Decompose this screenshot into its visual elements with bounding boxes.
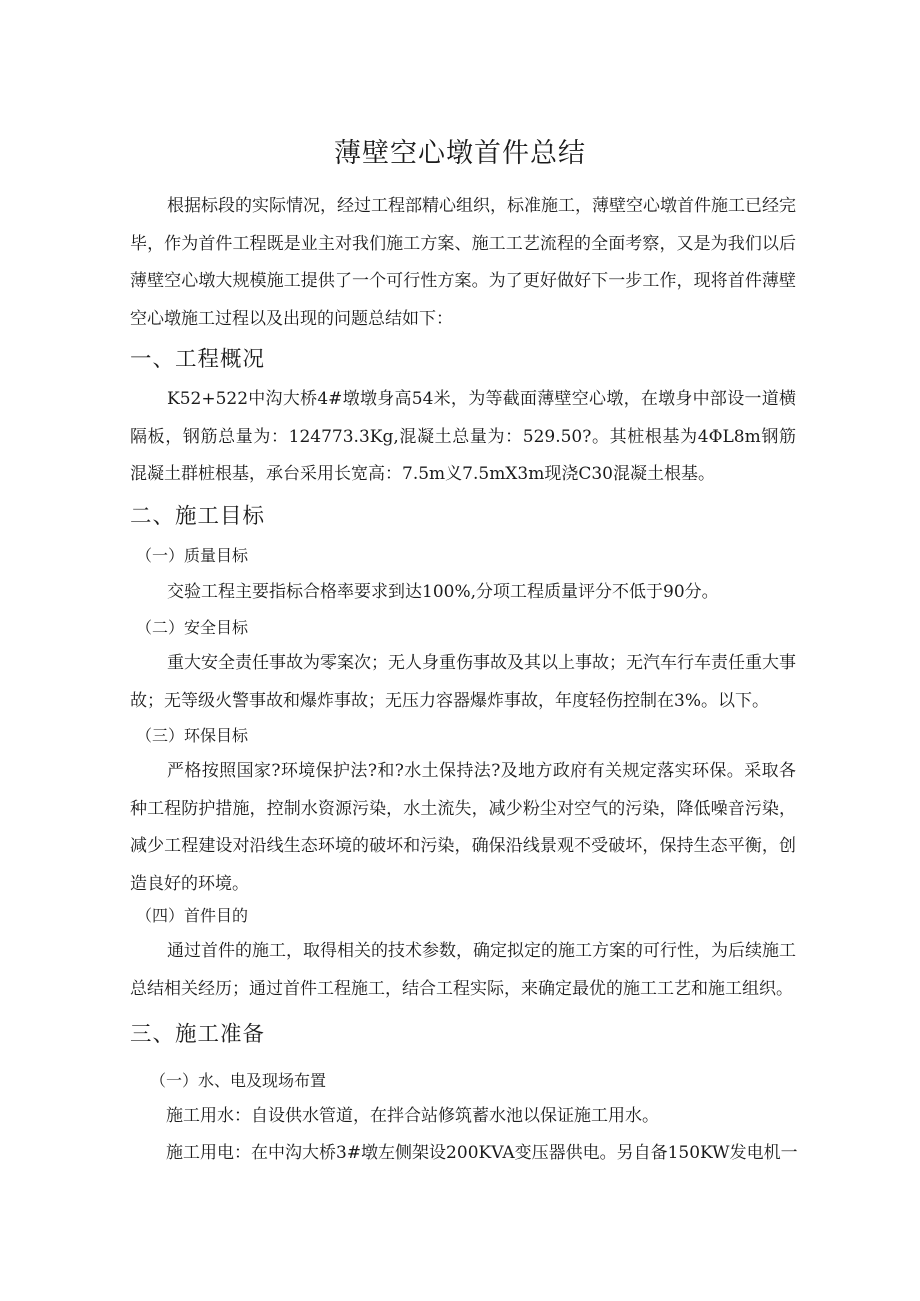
document-title: 薄壁空心墩首件总结 — [334, 138, 586, 169]
subheading-first-piece-purpose: （四）首件目的 — [136, 906, 249, 925]
subheading-quality-goal: （一）质量目标 — [136, 546, 249, 565]
power-supply-line: 施工用电：在中沟大桥3#墩左侧架设200KVA变压器供电。另自备150KW发电机一 — [166, 1143, 798, 1163]
water-supply-line: 施工用水：自设供水管道，在拌合站修筑蓄水池以保证施工用水。 — [166, 1106, 659, 1126]
overview-paragraph: K52+522中沟大桥4#墩墩身高54米，为等截面薄壁空心墩，在墩身中部设一道横隔板，钢筋总量为：124773.3Kg,混凝土总量为：529.50?。其桩根基为4ΦL8m钢筋混凝土群桩根基，承台采用长宽高：7.5m义7.5mX3m现浇C30混凝土根基。 — [130, 389, 796, 485]
subheading-environment-goal: （三）环保目标 — [136, 726, 249, 745]
section-heading-preparation: 三、施工准备 — [130, 1022, 266, 1047]
intro-paragraph: 根据标段的实际情况，经过工程部精心组织，标准施工，薄壁空心墩首件施工已经完毕，作为首件工程既是业主对我们施工方案、施工工艺流程的全面考察，又是为我们以后薄壁空心墩大规模施工提供了一个可行性方案。为了更好做好下一步工作，现将首件薄壁空心墩施工过程以及出现的问题总结如下： — [130, 196, 796, 330]
purpose-paragraph: 通过首件的施工，取得相关的技术参数，确定拟定的施工方案的可行性，为后续施工总结相关经历；通过首件工程施工，结合工程实际，来确定最优的施工工艺和施工组织。 — [130, 941, 796, 999]
subheading-utilities-layout: （一）水、电及现场布置 — [150, 1071, 327, 1090]
section-heading-overview: 一、工程概况 — [130, 347, 266, 372]
section-heading-goals: 二、施工目标 — [130, 504, 266, 529]
quality-goal-paragraph: 交验工程主要指标合格率要求到达100%,分项工程质量评分不低于90分。 — [167, 582, 719, 602]
environment-goal-paragraph: 严格按照国家?环境保护法?和?水土保持法?及地方政府有关规定落实环保。采取各种工程防护措施，控制水资源污染，水土流失，减少粉尘对空气的污染，降低噪音污染，减少工程建设对沿线生态环境的破坏和污染，确保沿线景观不受破坏，保持生态平衡，创造良好的环境。 — [130, 761, 796, 895]
subheading-safety-goal: （二）安全目标 — [136, 618, 249, 637]
safety-goal-paragraph: 重大安全责任事故为零案次；无人身重伤事故及其以上事故；无汽车行车责任重大事故；无等级火警事故和爆炸事故；无压力容器爆炸事故，年度轻伤控制在3%。以下。 — [130, 653, 796, 711]
